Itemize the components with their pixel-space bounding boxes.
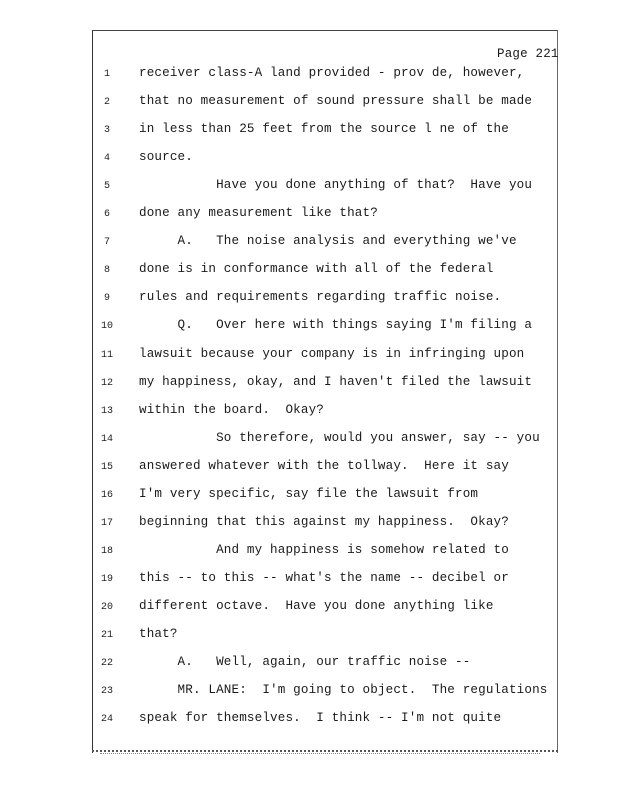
line-text: Q. Over here with things saying I'm filing a (139, 318, 533, 333)
line-text: I'm very specific, say file the lawsuit from (139, 486, 479, 501)
transcript-line (0, 290, 618, 310)
line-number: 19 (100, 573, 113, 585)
line-number: 21 (100, 630, 113, 641)
transcript-line (0, 178, 618, 198)
line-number: 23 (100, 686, 113, 698)
transcript-line (0, 122, 618, 142)
transcript-line (0, 459, 618, 479)
line-number: 14 (100, 433, 113, 445)
line-text: And my happiness is somehow related to (139, 542, 509, 557)
transcript-line (0, 66, 618, 86)
transcript-line (0, 515, 618, 535)
transcript-line (0, 234, 618, 254)
line-text: speak for themselves. I think -- I'm not quite (139, 711, 502, 726)
line-number: 20 (100, 601, 113, 613)
transcript-line (0, 94, 618, 114)
bottom-rule (92, 750, 558, 752)
line-number: 2 (103, 97, 110, 109)
transcript-line (0, 711, 618, 731)
transcript-line (0, 599, 618, 619)
line-text: different octave. Have you done anything like (139, 598, 494, 613)
line-number: 22 (100, 658, 113, 670)
line-number: 3 (103, 125, 110, 137)
transcript-line (0, 347, 618, 367)
transcript-line (0, 262, 618, 282)
line-text: done is in conformance with all of the federal (139, 262, 494, 277)
line-text: A. The noise analysis and everything we've (139, 234, 517, 249)
transcript-line (0, 150, 618, 170)
line-number: 13 (100, 405, 113, 417)
line-number: 7 (103, 237, 110, 249)
page-number: Page 221 (497, 47, 559, 61)
line-text: source. (139, 150, 193, 165)
transcript-line (0, 431, 618, 451)
line-number: 18 (100, 545, 113, 557)
line-number: 5 (103, 181, 110, 193)
line-number: 1 (103, 69, 110, 80)
line-text: that? (139, 627, 178, 641)
transcript-line (0, 403, 618, 423)
transcript-line (0, 375, 618, 395)
line-text: answered whatever with the tollway. Here it say (139, 458, 509, 473)
transcript-line (0, 571, 618, 591)
line-text: receiver class-A land provided - prov de, however, (139, 66, 525, 80)
line-text: lawsuit because your company is in infringing upon (139, 346, 525, 361)
line-text: MR. LANE: I'm going to object. The regulations (139, 683, 548, 698)
line-text: rules and requirements regarding traffic noise. (139, 290, 502, 305)
line-number: 15 (100, 461, 113, 473)
line-text: in less than 25 feet from the source l ne of the (139, 122, 509, 137)
transcript-line (0, 206, 618, 226)
line-text: So therefore, would you answer, say -- you (139, 430, 540, 445)
transcript-line (0, 683, 618, 703)
bottom-rule-secondary (100, 753, 540, 754)
line-text: that no measurement of sound pressure shall be made (139, 94, 533, 109)
line-number: 6 (103, 209, 110, 221)
line-number: 4 (103, 153, 110, 165)
line-text: done any measurement like that? (139, 206, 378, 221)
transcript-line (0, 655, 618, 675)
line-text: within the board. Okay? (139, 402, 324, 417)
line-number: 11 (100, 349, 113, 361)
line-text: A. Well, again, our traffic noise -- (139, 655, 471, 670)
line-number: 17 (100, 517, 113, 529)
transcript-line (0, 487, 618, 507)
line-number: 10 (100, 321, 113, 333)
line-text: this -- to this -- what's the name -- decibel or (139, 570, 509, 585)
line-number: 12 (100, 377, 113, 389)
transcript-line (0, 543, 618, 563)
line-number: 24 (100, 714, 113, 726)
line-number: 9 (103, 293, 110, 305)
line-number: 16 (100, 489, 113, 501)
transcript-line (0, 318, 618, 338)
line-text: my happiness, okay, and I haven't filed the lawsuit (139, 374, 533, 389)
line-text: beginning that this against my happiness. Okay? (139, 514, 509, 529)
line-text: Have you done anything of that? Have you (139, 178, 533, 193)
line-number: 8 (103, 265, 110, 277)
transcript-line (0, 627, 618, 647)
